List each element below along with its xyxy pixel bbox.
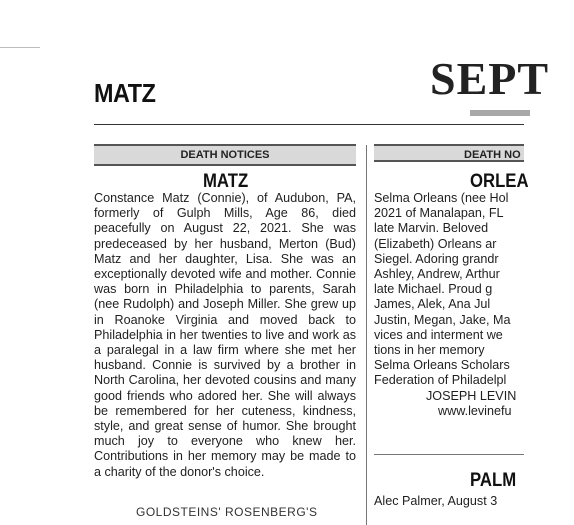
notice-name-palmer: PALM (470, 470, 517, 491)
notice-line: (Elizabeth) Orleans ar (374, 236, 497, 251)
month-header: SEPT (430, 53, 550, 104)
funeral-home-website: www.levinefu (438, 403, 512, 418)
funeral-home-name: JOSEPH LEVIN (426, 388, 517, 403)
month-underline-bar (470, 110, 530, 116)
notice-line: Selma Orleans (nee Hol (374, 191, 509, 205)
corner-rule (0, 47, 40, 48)
notice-line: Ashley, Andrew, Arthur (374, 267, 500, 282)
notice-body-palmer: Alec Palmer, August 3 (374, 494, 498, 508)
notice-line: late Michael. Proud g (374, 282, 493, 297)
column-divider (366, 145, 367, 525)
notice-line: Selma Orleans Scholars (374, 358, 510, 373)
notice-line: 2021 of Manalapan, FL (374, 206, 504, 221)
header-rule (94, 124, 524, 125)
section-header-death-notices-right: DEATH NO (374, 144, 524, 162)
notice-line: Federation of Philadelpl (374, 373, 507, 388)
notice-line: tions in her memory (374, 343, 485, 358)
section-header-death-notices: DEATH NOTICES (94, 144, 356, 166)
notice-line: James, Alek, Ana Jul (374, 297, 491, 312)
notice-line: late Marvin. Beloved (374, 221, 489, 236)
notice-body-matz: Constance Matz (Connie), of Audubon, PA, formerly of Gulph Mills, Age 86, died peacefully on August 22, 2021. She was predeceased by her husband, Merton (Bud) Matz and her daughter, Lisa. She was an exceptionally devoted wife and mother. Connie was born in Philadelphia to parents, Sarah (nee Rudolph) and Joseph Miller. She grew up in Roanoke Virginia and moved back to Philadelphia in her twenties to live and work as a paralegal in a law firm where she met her husband. Connie is survived by a brother in North Carolina, her devoted cousins and many good friends who adored her. She will always be remembered for her cuteness, kindness, style, and great sense of humor. She brought much joy to everyone who knew her. Contributions in her memory may be made to a charity of the donor's choice. (94, 191, 356, 479)
cut-off-funeral-home-line: GOLDSTEINS' ROSENBERG'S (136, 505, 318, 519)
notice-line: Justin, Megan, Jake, Ma (374, 312, 511, 327)
notice-name-orleans: ORLEA (470, 171, 529, 192)
notice-line: Siegel. Adoring grandr (374, 251, 499, 266)
page-surname-header: MATZ (94, 78, 156, 108)
notice-body-orleans (374, 191, 574, 419)
notice-separator-rule (374, 454, 524, 455)
notice-name-matz: MATZ (203, 171, 249, 192)
notice-line: vices and interment we (374, 327, 503, 342)
